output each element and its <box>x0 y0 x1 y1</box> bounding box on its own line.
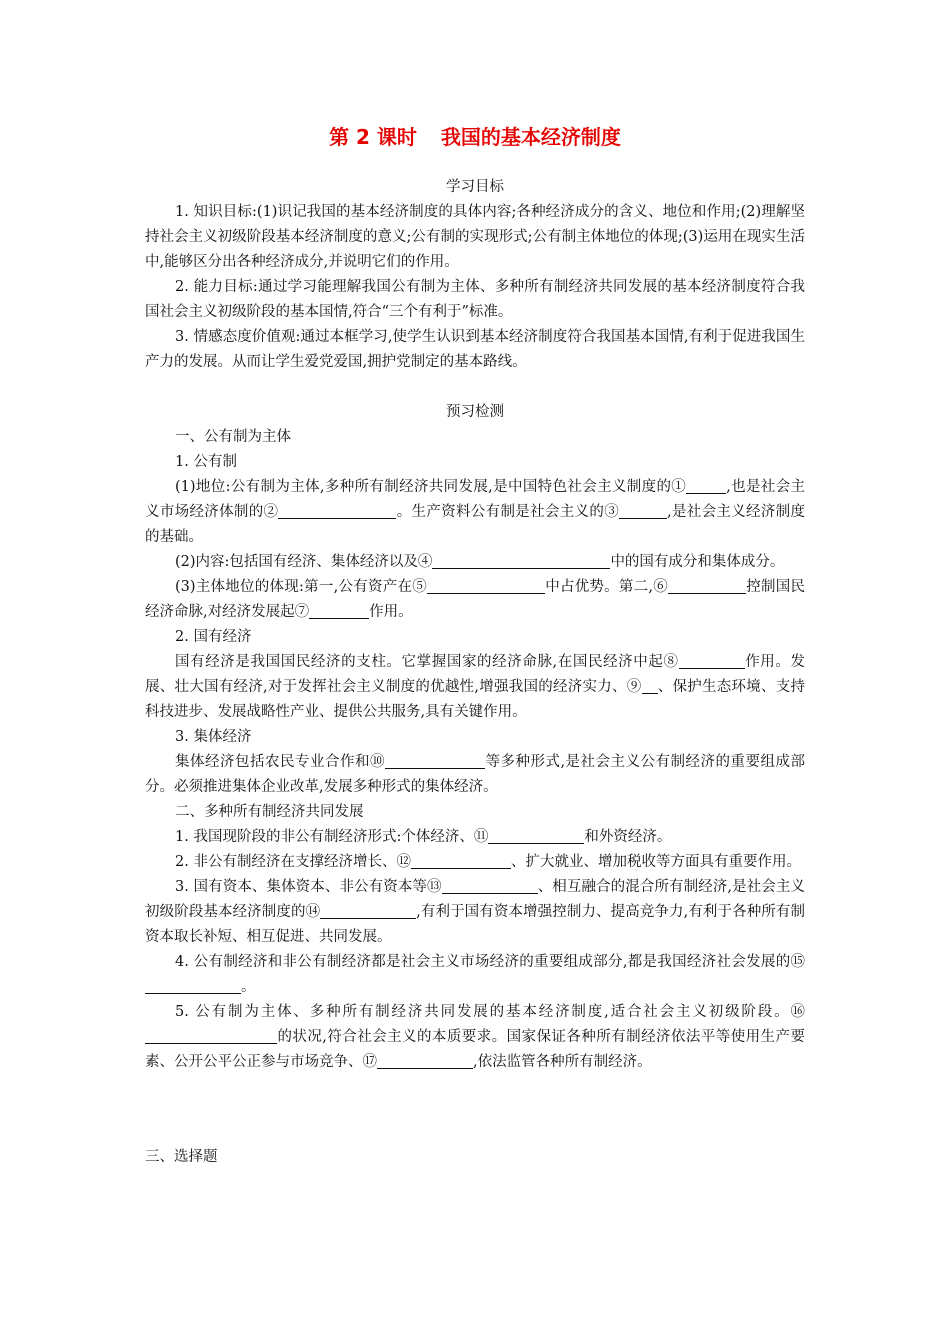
blank-10[interactable] <box>385 751 485 769</box>
blank-4[interactable] <box>432 551 610 569</box>
blank-15[interactable] <box>145 976 241 994</box>
para-status: (1)地位:公有制为主体,多种所有制经济共同发展,是中国特色社会主义制度的① ,也是社会主义市场经济体制的② 。生产资料公有制是社会主义的③ ,是社会主义经济制度的基础。 <box>145 475 805 550</box>
blank-3[interactable] <box>619 501 667 519</box>
section-public-ownership: 一、公有制为主体 <box>175 429 291 445</box>
goal-knowledge: 1. 知识目标:(1)识记我国的基本经济制度的具体内容;各种经济成分的含义、地位和作用;(2)理解坚持社会主义初级阶段基本经济制度的意义;公有制的实现形式;公有制主体地位的体现;(3)运用在现实生活中,能够区分出各种经济成分,并说明它们的作用。 <box>145 204 805 270</box>
sub-collective-economy: 3. 集体经济 <box>175 729 252 745</box>
para-content: (2)内容:包括国有经济、集体经济以及④ 中的国有成分和集体成分。 <box>145 550 805 575</box>
blank-5[interactable] <box>427 576 545 594</box>
preview-heading: 预习检测 <box>446 404 504 420</box>
item-nonpublic-role: 2. 非公有制经济在支撑经济增长、⑫ 、扩大就业、增加税收等方面具有重要作用。 <box>145 850 805 875</box>
blank-7[interactable] <box>309 601 369 619</box>
section-mixed-ownership: 二、多种所有制经济共同发展 <box>175 804 364 820</box>
section-choice <box>145 1145 805 1170</box>
blank-13[interactable] <box>442 876 538 894</box>
item-mixed-economy: 3. 国有资本、集体资本、非公有资本等⑬ 、相互融合的混合所有制经济,是社会主义初级阶段基本经济制度的⑭ ,有利于国有资本增强控制力、提高竞争力,有利于各种所有制资本取长补短、相互促进、共同发展。 <box>145 875 805 950</box>
item-nonpublic-forms: 1. 我国现阶段的非公有制经济形式:个体经济、⑪ 和外资经济。 <box>145 825 805 850</box>
sub-state-economy: 2. 国有经济 <box>175 629 252 645</box>
learning-goals <box>145 175 805 375</box>
para-state-economy: 国有经济是我国国民经济的支柱。它掌握国家的经济命脉,在国民经济中起⑧ 作用。发展、壮大国有经济,对于发挥社会主义制度的优越性,增强我国的经济实力、⑨ 、保护生态环境、支持科技进步、发展战略性产业、提供公共服务,具有关键作用。 <box>145 650 805 725</box>
blank-1[interactable] <box>686 476 726 494</box>
blank-16[interactable] <box>145 1026 277 1044</box>
blank-14[interactable] <box>320 901 416 919</box>
blank-9[interactable] <box>642 676 658 694</box>
blank-8[interactable] <box>679 651 745 669</box>
blank-11[interactable] <box>488 826 584 844</box>
item-basic-system: 5. 公有制为主体、多种所有制经济共同发展的基本经济制度,适合社会主义初级阶段。⑯的状况,符合社会主义的本质要求。国家保证各种所有制经济依法平等使用生产要素、公开公平公正参与市场竞争、⑰ ,依法监管各种所有制经济。 <box>145 1004 805 1070</box>
goals-heading: 学习目标 <box>446 179 504 195</box>
section-choice-heading: 三、选择题 <box>145 1149 218 1165</box>
sub-public-ownership: 1. 公有制 <box>175 454 237 470</box>
preview-check <box>145 400 805 1075</box>
page-title: 第 2 课时 我国的基本经济制度 <box>329 125 621 149</box>
blank-12[interactable] <box>411 851 511 869</box>
para-collective-economy: 集体经济包括农民专业合作和⑩ 等多种形式,是社会主义公有制经济的重要组成部分。必须推进集体企业改革,发展多种形式的集体经济。 <box>145 750 805 800</box>
blank-2[interactable] <box>278 501 396 519</box>
para-dominance: (3)主体地位的体现:第一,公有资产在⑤ 中占优势。第二,⑥ 控制国民经济命脉,对经济发展起⑦ 作用。 <box>145 575 805 625</box>
goal-ability: 2. 能力目标:通过学习能理解我国公有制为主体、多种所有制经济共同发展的基本经济制度符合我国社会主义初级阶段的基本国情,符合“三个有利于”标准。 <box>145 279 805 320</box>
blank-17[interactable] <box>377 1051 473 1069</box>
item-components: 4. 公有制经济和非公有制经济都是社会主义市场经济的重要组成部分,都是我国经济社会发展的⑮。 <box>145 950 805 1000</box>
goal-attitude: 3. 情感态度价值观:通过本框学习,使学生认识到基本经济制度符合我国基本国情,有利于促进我国生产力的发展。从而让学生爱党爱国,拥护党制定的基本路线。 <box>145 329 805 370</box>
blank-6[interactable] <box>668 576 746 594</box>
